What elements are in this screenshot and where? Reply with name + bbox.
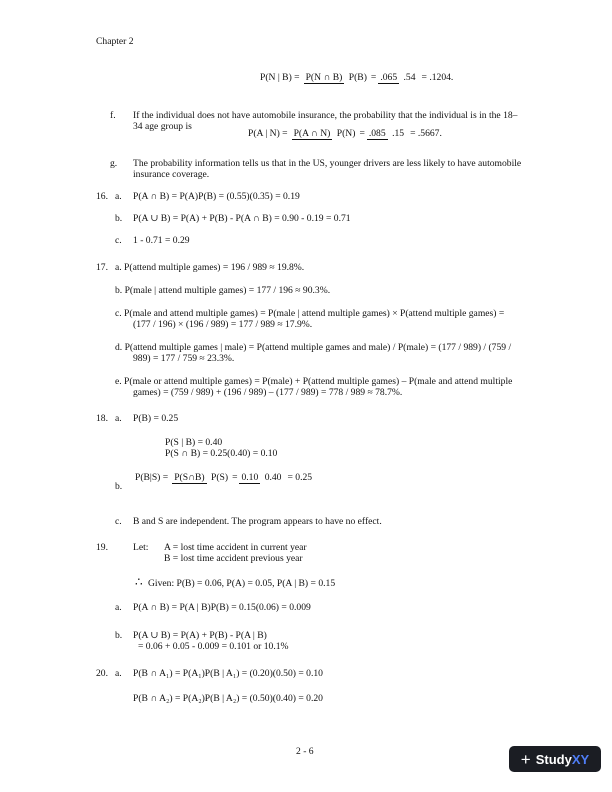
equation-result: = .5667. (410, 128, 442, 139)
answer-text: = 0.06 + 0.05 - 0.009 = 0.101 or 10.1% (138, 641, 289, 652)
item-label: b. (115, 481, 123, 492)
logo-text-accent: XY (571, 751, 590, 767)
fraction: P(A ∩ N) P(N) (293, 128, 356, 139)
answer-text: P(B) = 0.25 (133, 413, 179, 424)
item-label: b. (115, 630, 123, 641)
chapter-header: Chapter 2 (96, 36, 134, 47)
answer-text: a. P(attend multiple games) = 196 / 989 ≈ 19.8%. (115, 262, 305, 273)
definition: A = lost time accident in current year (164, 542, 307, 553)
problem-number: 17. (96, 262, 108, 273)
equation-lhs: P(N | B) = (260, 72, 300, 83)
item-label: a. (115, 191, 122, 202)
fraction: 0.10 0.40 (241, 472, 282, 483)
answer-text: c. P(male and attend multiple games) = P(male | attend multiple games) × P(attend multiple games) = (115, 308, 505, 319)
problem-number: 18. (96, 413, 108, 424)
plus-icon: + (520, 749, 531, 769)
answer-text: b. P(male | attend multiple games) = 177 / 196 ≈ 90.3%. (115, 285, 331, 296)
definition: B = lost time accident previous year (164, 553, 303, 564)
item-label: a. (115, 413, 122, 424)
therefore-symbol: ∴ (135, 575, 143, 589)
logo-text-main: Study (535, 751, 572, 767)
given-line: Given: P(B) = 0.06, P(A) = 0.05, P(A | B) = 0.15 (148, 578, 336, 589)
equation-p-b-given-s: P(B|S) = P(S∩B) P(S) = 0.10 0.40 = 0.25 (135, 472, 313, 483)
item-label: a. (115, 668, 122, 679)
item-text: 34 age group is (133, 121, 192, 132)
answer-text: e. P(male or attend multiple games) = P(male) + P(attend multiple games) – P(male and attend multiple (115, 376, 513, 387)
answer-text: P(B ∩ A₁) = P(A₁)P(B | A₁) = (0.20)(0.50) = 0.10 (133, 668, 323, 679)
problem-number: 20. (96, 668, 108, 679)
fraction: P(S∩B) P(S) (174, 472, 229, 483)
answer-text: P(A ∩ B) = P(A | B)P(B) = 0.15(0.06) = 0.009 (133, 602, 311, 613)
answer-text: (177 / 196) × (196 / 989) = 177 / 989 ≈ 17.9%. (133, 319, 313, 330)
item-text: insurance coverage. (133, 169, 210, 180)
answer-text: d. P(attend multiple games | male) = P(attend multiple games and male) / P(male) = (177 / 989) / (759 / (115, 342, 512, 353)
answer-text: P(A ∩ B) = P(A)P(B) = (0.55)(0.35) = 0.19 (133, 191, 300, 202)
answer-text: 989) = 177 / 759 ≈ 23.3%. (133, 353, 235, 364)
item-label: f. (110, 110, 116, 121)
answer-text: P(S ∩ B) = 0.25(0.40) = 0.10 (165, 448, 278, 459)
equation-lhs: P(B|S) = (135, 472, 169, 483)
item-label: b. (115, 213, 123, 224)
equation-result: = 0.25 (287, 472, 313, 483)
fraction: P(N ∩ B) P(B) (305, 72, 367, 83)
answer-text: B and S are independent. The program appears to have no effect. (133, 516, 382, 527)
item-label: c. (115, 516, 122, 527)
let-label: Let: (133, 542, 149, 553)
item-label: g. (110, 158, 118, 169)
equation-lhs: P(A | N) = (248, 128, 288, 139)
problem-number: 16. (96, 191, 108, 202)
equation-result: = .1204. (421, 72, 454, 83)
answer-text: P(B ∩ A₂) = P(A₂)P(B | A₂) = (0.50)(0.40) = 0.20 (133, 693, 323, 704)
answer-text: P(S | B) = 0.40 (165, 437, 223, 448)
page-number: 2 - 6 (296, 746, 314, 757)
item-label: a. (115, 602, 122, 613)
fraction: .065 .54 (380, 72, 416, 83)
answer-text: P(A ∪ B) = P(A) + P(B) - P(A | B) (133, 630, 267, 641)
answer-text: P(A ∪ B) = P(A) + P(B) - P(A ∩ B) = 0.90 - 0.19 = 0.71 (133, 213, 351, 224)
problem-number: 19. (96, 542, 108, 553)
item-label: c. (115, 235, 122, 246)
answer-text: games) = (759 / 989) + (196 / 989) – (177 / 989) = 778 / 989 ≈ 78.7%. (133, 387, 403, 398)
answer-text: 1 - 0.71 = 0.29 (133, 235, 190, 246)
item-text: The probability information tells us that in the US, younger drivers are less likely to have automobile (133, 158, 522, 169)
equation-p-n-given-b: P(N | B) = P(N ∩ B) P(B) = .065 .54 = .1204. (260, 72, 454, 83)
item-text: If the individual does not have automobile insurance, the probability that the individual is in the 18– (133, 110, 518, 121)
studyxy-logo[interactable] (509, 746, 601, 772)
fraction: .085 .15 (368, 128, 405, 139)
equation-p-a-given-n: P(A | N) = P(A ∩ N) P(N) = .085 .15 = .5667. (248, 128, 442, 139)
